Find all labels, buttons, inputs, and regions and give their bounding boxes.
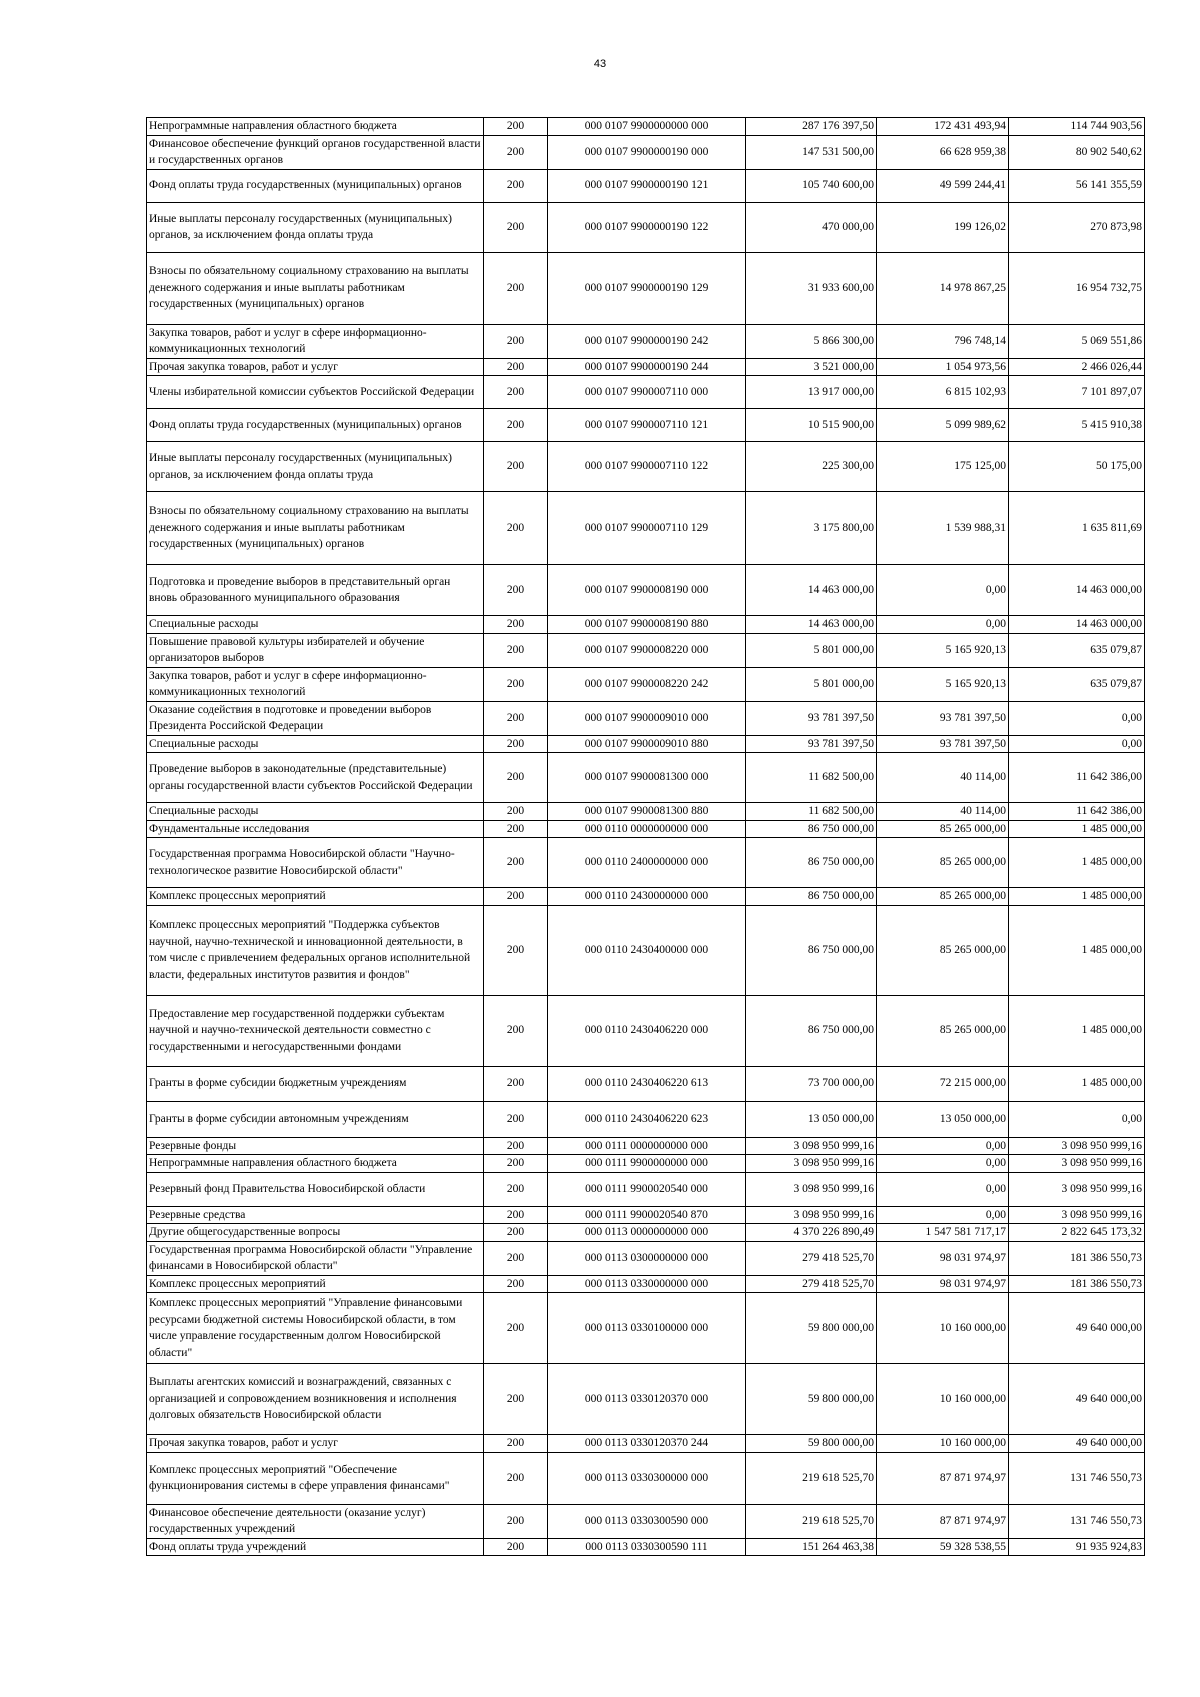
row-classification-code: 000 0110 2430000000 000 (548, 888, 746, 906)
table-row (147, 1435, 1145, 1453)
row-name: Резервные фонды (147, 1137, 484, 1155)
row-name: Комплекс процессных мероприятий "Поддержка субъектов научной, научно-технической и инновационной деятельности, в том числе с привлечением федеральных органов исполнительной власти, федеральных институтов развития и фондов" (147, 905, 484, 995)
row-executed-amount: 14 978 867,25 (877, 252, 1009, 324)
table-row (147, 1224, 1145, 1242)
table-row (147, 169, 1145, 202)
row-unexecuted-amount: 131 746 550,73 (1009, 1452, 1145, 1504)
row-classification-code: 000 0107 9900009010 000 (548, 701, 746, 735)
row-approved-amount: 86 750 000,00 (746, 838, 877, 888)
table-row (147, 1504, 1145, 1538)
table-row (147, 735, 1145, 753)
row-classification-code: 000 0110 2430406220 623 (548, 1101, 746, 1137)
row-executed-amount: 1 547 581 717,17 (877, 1224, 1009, 1242)
table-row (147, 1066, 1145, 1101)
row-code: 200 (484, 135, 548, 169)
row-executed-amount: 85 265 000,00 (877, 905, 1009, 995)
table-row (147, 135, 1145, 169)
row-name: Комплекс процессных мероприятий "Управление финансовыми ресурсами бюджетной системы Новосибирской области, в том числе управление государственным долгом Новосибирской области" (147, 1293, 484, 1364)
row-approved-amount: 14 463 000,00 (746, 616, 877, 634)
row-name: Закупка товаров, работ и услуг в сфере информационно-коммуникационных технологий (147, 324, 484, 358)
table-row (147, 753, 1145, 803)
table-row (147, 1241, 1145, 1275)
row-classification-code: 000 0110 2430406220 613 (548, 1066, 746, 1101)
row-classification-code: 000 0111 0000000000 000 (548, 1137, 746, 1155)
row-executed-amount: 5 165 920,13 (877, 633, 1009, 667)
row-unexecuted-amount: 0,00 (1009, 735, 1145, 753)
row-code: 200 (484, 820, 548, 838)
row-name: Взносы по обязательному социальному страхованию на выплаты денежного содержания и иные выплаты работникам государственных (муниципальных) органов (147, 252, 484, 324)
row-executed-amount: 1 539 988,31 (877, 492, 1009, 565)
row-unexecuted-amount: 14 463 000,00 (1009, 616, 1145, 634)
table-row (147, 616, 1145, 634)
row-executed-amount: 85 265 000,00 (877, 838, 1009, 888)
row-code: 200 (484, 1364, 548, 1435)
row-name: Специальные расходы (147, 735, 484, 753)
table-row (147, 118, 1145, 136)
row-name: Финансовое обеспечение деятельности (оказание услуг) государственных учреждений (147, 1504, 484, 1538)
row-code: 200 (484, 616, 548, 634)
row-unexecuted-amount: 635 079,87 (1009, 667, 1145, 701)
row-classification-code: 000 0113 0330120370 244 (548, 1435, 746, 1453)
row-name: Непрограммные направления областного бюджета (147, 1155, 484, 1173)
row-unexecuted-amount: 181 386 550,73 (1009, 1275, 1145, 1293)
row-approved-amount: 219 618 525,70 (746, 1504, 877, 1538)
row-code: 200 (484, 1206, 548, 1224)
row-code: 200 (484, 358, 548, 376)
row-classification-code: 000 0107 9900009010 880 (548, 735, 746, 753)
row-approved-amount: 3 521 000,00 (746, 358, 877, 376)
table-row (147, 667, 1145, 701)
row-unexecuted-amount: 3 098 950 999,16 (1009, 1155, 1145, 1173)
row-code: 200 (484, 1172, 548, 1206)
row-unexecuted-amount: 80 902 540,62 (1009, 135, 1145, 169)
row-classification-code: 000 0107 9900000190 000 (548, 135, 746, 169)
row-code: 200 (484, 409, 548, 442)
row-executed-amount: 66 628 959,38 (877, 135, 1009, 169)
table-row (147, 1538, 1145, 1556)
row-code: 200 (484, 1224, 548, 1242)
row-name: Комплекс процессных мероприятий "Обеспечение функционирования системы в сфере управления финансами" (147, 1452, 484, 1504)
row-unexecuted-amount: 131 746 550,73 (1009, 1504, 1145, 1538)
row-approved-amount: 5 801 000,00 (746, 667, 877, 701)
row-unexecuted-amount: 270 873,98 (1009, 202, 1145, 252)
row-code: 200 (484, 202, 548, 252)
row-unexecuted-amount: 1 485 000,00 (1009, 838, 1145, 888)
row-unexecuted-amount: 49 640 000,00 (1009, 1435, 1145, 1453)
table-row (147, 905, 1145, 995)
row-name: Фонд оплаты труда государственных (муниципальных) органов (147, 409, 484, 442)
row-classification-code: 000 0107 9900081300 000 (548, 753, 746, 803)
row-unexecuted-amount: 3 098 950 999,16 (1009, 1137, 1145, 1155)
row-name: Фонд оплаты труда государственных (муниципальных) органов (147, 169, 484, 202)
row-unexecuted-amount: 1 485 000,00 (1009, 905, 1145, 995)
row-executed-amount: 0,00 (877, 565, 1009, 616)
row-name: Государственная программа Новосибирской области "Научно-технологическое развитие Новосибирской области" (147, 838, 484, 888)
row-code: 200 (484, 701, 548, 735)
row-executed-amount: 87 871 974,97 (877, 1452, 1009, 1504)
row-code: 200 (484, 1435, 548, 1453)
row-name: Резервный фонд Правительства Новосибирской области (147, 1172, 484, 1206)
row-code: 200 (484, 735, 548, 753)
table-row (147, 376, 1145, 409)
row-classification-code: 000 0113 0330100000 000 (548, 1293, 746, 1364)
row-unexecuted-amount: 11 642 386,00 (1009, 753, 1145, 803)
row-classification-code: 000 0113 0000000000 000 (548, 1224, 746, 1242)
row-code: 200 (484, 252, 548, 324)
row-classification-code: 000 0110 2430406220 000 (548, 995, 746, 1066)
row-executed-amount: 13 050 000,00 (877, 1101, 1009, 1137)
row-name: Другие общегосударственные вопросы (147, 1224, 484, 1242)
row-approved-amount: 86 750 000,00 (746, 905, 877, 995)
row-executed-amount: 10 160 000,00 (877, 1364, 1009, 1435)
table-row (147, 565, 1145, 616)
row-code: 200 (484, 324, 548, 358)
row-unexecuted-amount: 181 386 550,73 (1009, 1241, 1145, 1275)
row-name: Оказание содействия в подготовке и проведении выборов Президента Российской Федерации (147, 701, 484, 735)
row-code: 200 (484, 565, 548, 616)
row-executed-amount: 199 126,02 (877, 202, 1009, 252)
row-executed-amount: 85 265 000,00 (877, 995, 1009, 1066)
row-classification-code: 000 0107 9900000190 122 (548, 202, 746, 252)
table-row (147, 492, 1145, 565)
row-unexecuted-amount: 49 640 000,00 (1009, 1364, 1145, 1435)
row-approved-amount: 73 700 000,00 (746, 1066, 877, 1101)
row-name: Непрограммные направления областного бюджета (147, 118, 484, 136)
table-row (147, 820, 1145, 838)
row-classification-code: 000 0111 9900020540 870 (548, 1206, 746, 1224)
row-executed-amount: 0,00 (877, 1137, 1009, 1155)
table-row (147, 1206, 1145, 1224)
row-approved-amount: 86 750 000,00 (746, 995, 877, 1066)
row-approved-amount: 13 050 000,00 (746, 1101, 877, 1137)
row-approved-amount: 3 175 800,00 (746, 492, 877, 565)
row-code: 200 (484, 169, 548, 202)
row-approved-amount: 3 098 950 999,16 (746, 1155, 877, 1173)
row-approved-amount: 59 800 000,00 (746, 1435, 877, 1453)
row-unexecuted-amount: 7 101 897,07 (1009, 376, 1145, 409)
row-code: 200 (484, 1066, 548, 1101)
row-name: Комплекс процессных мероприятий (147, 888, 484, 906)
row-code: 200 (484, 492, 548, 565)
row-unexecuted-amount: 1 485 000,00 (1009, 995, 1145, 1066)
row-name: Выплаты агентских комиссий и вознаграждений, связанных с организацией и сопровождением возникновения и исполнения долговых обязательств Новосибирской области (147, 1364, 484, 1435)
table-row (147, 1155, 1145, 1173)
row-classification-code: 000 0107 9900000190 121 (548, 169, 746, 202)
row-name: Финансовое обеспечение функций органов государственной власти и государственных органов (147, 135, 484, 169)
row-code: 200 (484, 1275, 548, 1293)
table-row (147, 358, 1145, 376)
row-unexecuted-amount: 50 175,00 (1009, 442, 1145, 492)
row-classification-code: 000 0107 9900008220 000 (548, 633, 746, 667)
row-approved-amount: 147 531 500,00 (746, 135, 877, 169)
row-unexecuted-amount: 5 069 551,86 (1009, 324, 1145, 358)
row-unexecuted-amount: 11 642 386,00 (1009, 803, 1145, 821)
row-code: 200 (484, 905, 548, 995)
table-row (147, 1275, 1145, 1293)
row-executed-amount: 0,00 (877, 1206, 1009, 1224)
row-unexecuted-amount: 2 822 645 173,32 (1009, 1224, 1145, 1242)
row-executed-amount: 5 099 989,62 (877, 409, 1009, 442)
row-classification-code: 000 0107 9900000000 000 (548, 118, 746, 136)
row-code: 200 (484, 1137, 548, 1155)
row-unexecuted-amount: 0,00 (1009, 701, 1145, 735)
row-unexecuted-amount: 635 079,87 (1009, 633, 1145, 667)
row-classification-code: 000 0107 9900007110 122 (548, 442, 746, 492)
row-unexecuted-amount: 3 098 950 999,16 (1009, 1172, 1145, 1206)
table-row (147, 701, 1145, 735)
row-executed-amount: 175 125,00 (877, 442, 1009, 492)
row-unexecuted-amount: 2 466 026,44 (1009, 358, 1145, 376)
row-classification-code: 000 0111 9900000000 000 (548, 1155, 746, 1173)
row-approved-amount: 279 418 525,70 (746, 1241, 877, 1275)
row-approved-amount: 59 800 000,00 (746, 1364, 877, 1435)
row-classification-code: 000 0113 0300000000 000 (548, 1241, 746, 1275)
table-row (147, 1452, 1145, 1504)
table-row (147, 888, 1145, 906)
row-approved-amount: 5 801 000,00 (746, 633, 877, 667)
row-classification-code: 000 0107 9900081300 880 (548, 803, 746, 821)
row-unexecuted-amount: 0,00 (1009, 1101, 1145, 1137)
table-row (147, 252, 1145, 324)
row-code: 200 (484, 667, 548, 701)
row-code: 200 (484, 1452, 548, 1504)
table-row (147, 202, 1145, 252)
row-executed-amount: 93 781 397,50 (877, 701, 1009, 735)
table-row (147, 442, 1145, 492)
row-code: 200 (484, 1504, 548, 1538)
row-code: 200 (484, 888, 548, 906)
row-code: 200 (484, 1241, 548, 1275)
row-executed-amount: 0,00 (877, 1172, 1009, 1206)
row-unexecuted-amount: 1 635 811,69 (1009, 492, 1145, 565)
row-code: 200 (484, 1155, 548, 1173)
row-executed-amount: 93 781 397,50 (877, 735, 1009, 753)
row-classification-code: 000 0107 9900000190 242 (548, 324, 746, 358)
row-name: Повышение правовой культуры избирателей и обучение организаторов выборов (147, 633, 484, 667)
row-approved-amount: 4 370 226 890,49 (746, 1224, 877, 1242)
budget-execution-table (146, 117, 1145, 1556)
row-approved-amount: 219 618 525,70 (746, 1452, 877, 1504)
row-unexecuted-amount: 1 485 000,00 (1009, 1066, 1145, 1101)
table-row (147, 838, 1145, 888)
row-code: 200 (484, 1293, 548, 1364)
row-executed-amount: 0,00 (877, 1155, 1009, 1173)
row-code: 200 (484, 118, 548, 136)
row-name: Гранты в форме субсидии автономным учреждениям (147, 1101, 484, 1137)
table-row (147, 324, 1145, 358)
row-approved-amount: 10 515 900,00 (746, 409, 877, 442)
row-executed-amount: 98 031 974,97 (877, 1275, 1009, 1293)
row-approved-amount: 86 750 000,00 (746, 888, 877, 906)
row-name: Фундаментальные исследования (147, 820, 484, 838)
row-approved-amount: 105 740 600,00 (746, 169, 877, 202)
row-executed-amount: 0,00 (877, 616, 1009, 634)
row-unexecuted-amount: 16 954 732,75 (1009, 252, 1145, 324)
table-row (147, 409, 1145, 442)
row-name: Гранты в форме субсидии бюджетным учреждениям (147, 1066, 484, 1101)
table-row (147, 1101, 1145, 1137)
table-row (147, 1293, 1145, 1364)
row-name: Специальные расходы (147, 616, 484, 634)
row-code: 200 (484, 995, 548, 1066)
row-classification-code: 000 0111 9900020540 000 (548, 1172, 746, 1206)
row-name: Иные выплаты персоналу государственных (муниципальных) органов, за исключением фонда оплаты труда (147, 202, 484, 252)
row-approved-amount: 3 098 950 999,16 (746, 1206, 877, 1224)
row-unexecuted-amount: 14 463 000,00 (1009, 565, 1145, 616)
row-approved-amount: 279 418 525,70 (746, 1275, 877, 1293)
row-executed-amount: 40 114,00 (877, 803, 1009, 821)
row-approved-amount: 5 866 300,00 (746, 324, 877, 358)
row-classification-code: 000 0113 0330300590 000 (548, 1504, 746, 1538)
row-executed-amount: 59 328 538,55 (877, 1538, 1009, 1556)
row-executed-amount: 10 160 000,00 (877, 1435, 1009, 1453)
row-approved-amount: 93 781 397,50 (746, 701, 877, 735)
row-executed-amount: 6 815 102,93 (877, 376, 1009, 409)
row-code: 200 (484, 838, 548, 888)
row-executed-amount: 40 114,00 (877, 753, 1009, 803)
row-executed-amount: 49 599 244,41 (877, 169, 1009, 202)
row-executed-amount: 85 265 000,00 (877, 820, 1009, 838)
row-classification-code: 000 0107 9900007110 121 (548, 409, 746, 442)
row-classification-code: 000 0113 0330300590 111 (548, 1538, 746, 1556)
row-name: Специальные расходы (147, 803, 484, 821)
row-approved-amount: 59 800 000,00 (746, 1293, 877, 1364)
row-approved-amount: 287 176 397,50 (746, 118, 877, 136)
row-unexecuted-amount: 3 098 950 999,16 (1009, 1206, 1145, 1224)
row-unexecuted-amount: 1 485 000,00 (1009, 888, 1145, 906)
row-unexecuted-amount: 1 485 000,00 (1009, 820, 1145, 838)
row-approved-amount: 86 750 000,00 (746, 820, 877, 838)
row-executed-amount: 98 031 974,97 (877, 1241, 1009, 1275)
row-code: 200 (484, 1538, 548, 1556)
row-unexecuted-amount: 56 141 355,59 (1009, 169, 1145, 202)
row-approved-amount: 11 682 500,00 (746, 753, 877, 803)
row-classification-code: 000 0113 0330300000 000 (548, 1452, 746, 1504)
table-row (147, 633, 1145, 667)
table-row (147, 1364, 1145, 1435)
row-name: Прочая закупка товаров, работ и услуг (147, 1435, 484, 1453)
row-executed-amount: 87 871 974,97 (877, 1504, 1009, 1538)
row-approved-amount: 13 917 000,00 (746, 376, 877, 409)
row-unexecuted-amount: 5 415 910,38 (1009, 409, 1145, 442)
row-code: 200 (484, 442, 548, 492)
row-approved-amount: 3 098 950 999,16 (746, 1137, 877, 1155)
row-classification-code: 000 0107 9900008190 000 (548, 565, 746, 616)
row-name: Государственная программа Новосибирской области "Управление финансами в Новосибирской области" (147, 1241, 484, 1275)
row-name: Члены избирательной комиссии субъектов Российской Федерации (147, 376, 484, 409)
row-classification-code: 000 0110 2400000000 000 (548, 838, 746, 888)
table-row (147, 1172, 1145, 1206)
row-classification-code: 000 0107 9900007110 000 (548, 376, 746, 409)
table-row (147, 1137, 1145, 1155)
row-unexecuted-amount: 49 640 000,00 (1009, 1293, 1145, 1364)
row-executed-amount: 85 265 000,00 (877, 888, 1009, 906)
row-classification-code: 000 0107 9900000190 129 (548, 252, 746, 324)
row-code: 200 (484, 376, 548, 409)
row-approved-amount: 470 000,00 (746, 202, 877, 252)
table-row (147, 995, 1145, 1066)
row-unexecuted-amount: 91 935 924,83 (1009, 1538, 1145, 1556)
row-name: Фонд оплаты труда учреждений (147, 1538, 484, 1556)
row-approved-amount: 11 682 500,00 (746, 803, 877, 821)
row-name: Предоставление мер государственной поддержки субъектам научной и научно-технической деятельности совместно с государственными и негосударственными фондами (147, 995, 484, 1066)
row-executed-amount: 172 431 493,94 (877, 118, 1009, 136)
row-classification-code: 000 0110 0000000000 000 (548, 820, 746, 838)
row-classification-code: 000 0107 9900000190 244 (548, 358, 746, 376)
row-executed-amount: 796 748,14 (877, 324, 1009, 358)
row-executed-amount: 10 160 000,00 (877, 1293, 1009, 1364)
row-approved-amount: 3 098 950 999,16 (746, 1172, 877, 1206)
row-code: 200 (484, 1101, 548, 1137)
row-classification-code: 000 0113 0330000000 000 (548, 1275, 746, 1293)
row-approved-amount: 93 781 397,50 (746, 735, 877, 753)
row-name: Иные выплаты персоналу государственных (муниципальных) органов, за исключением фонда оплаты труда (147, 442, 484, 492)
row-classification-code: 000 0107 9900008190 880 (548, 616, 746, 634)
row-name: Прочая закупка товаров, работ и услуг (147, 358, 484, 376)
row-code: 200 (484, 803, 548, 821)
row-executed-amount: 1 054 973,56 (877, 358, 1009, 376)
row-code: 200 (484, 753, 548, 803)
row-classification-code: 000 0110 2430400000 000 (548, 905, 746, 995)
row-name: Комплекс процессных мероприятий (147, 1275, 484, 1293)
table-row (147, 803, 1145, 821)
row-executed-amount: 72 215 000,00 (877, 1066, 1009, 1101)
row-executed-amount: 5 165 920,13 (877, 667, 1009, 701)
row-name: Взносы по обязательному социальному страхованию на выплаты денежного содержания и иные выплаты работникам государственных (муниципальных) органов (147, 492, 484, 565)
row-approved-amount: 225 300,00 (746, 442, 877, 492)
row-name: Закупка товаров, работ и услуг в сфере информационно-коммуникационных технологий (147, 667, 484, 701)
row-approved-amount: 31 933 600,00 (746, 252, 877, 324)
row-approved-amount: 14 463 000,00 (746, 565, 877, 616)
row-classification-code: 000 0113 0330120370 000 (548, 1364, 746, 1435)
row-classification-code: 000 0107 9900008220 242 (548, 667, 746, 701)
row-unexecuted-amount: 114 744 903,56 (1009, 118, 1145, 136)
row-name: Резервные средства (147, 1206, 484, 1224)
row-name: Проведение выборов в законодательные (представительные) органы государственной власти субъектов Российской Федерации (147, 753, 484, 803)
row-code: 200 (484, 633, 548, 667)
row-classification-code: 000 0107 9900007110 129 (548, 492, 746, 565)
row-name: Подготовка и проведение выборов в представительный орган вновь образованного муниципального образования (147, 565, 484, 616)
page-number: 43 (593, 58, 607, 70)
row-approved-amount: 151 264 463,38 (746, 1538, 877, 1556)
